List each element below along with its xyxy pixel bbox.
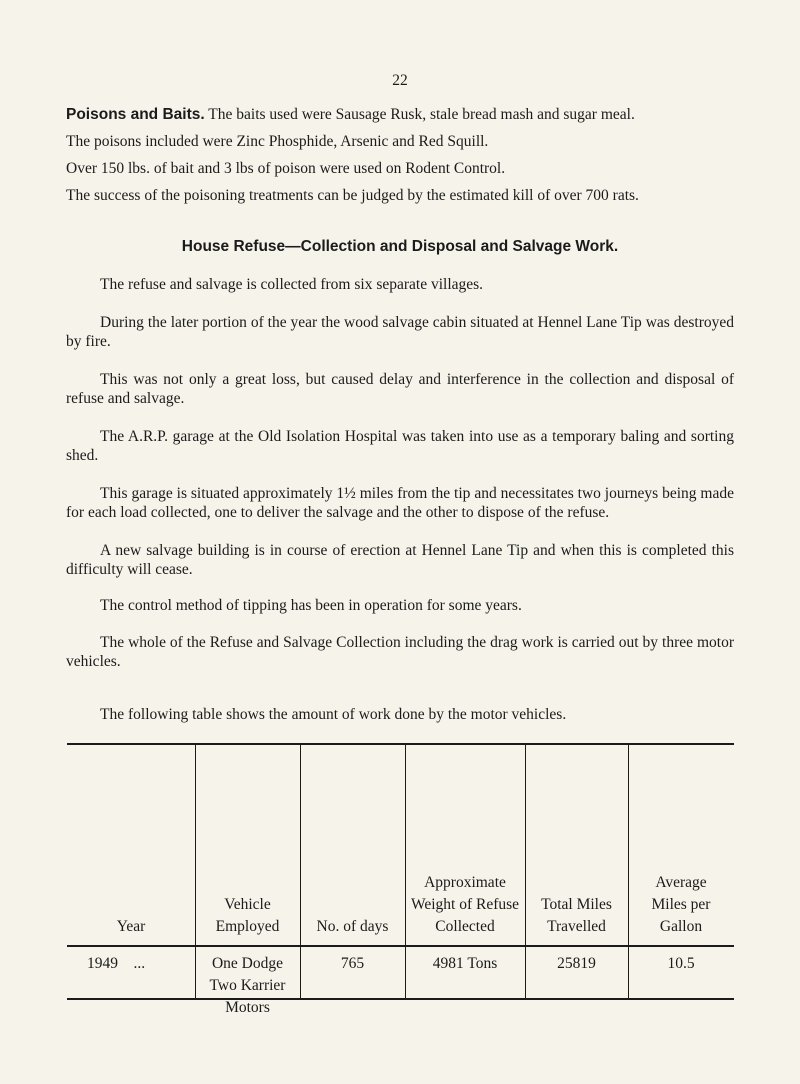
header-vehicle-line: Employed (215, 918, 280, 935)
section-heading: House Refuse—Collection and Disposal and Salvage Work. (181, 238, 619, 255)
cell-miles-line: 25819 (557, 955, 596, 972)
cell-year-line: 1949 ... (87, 955, 146, 972)
header-miles (525, 894, 628, 938)
column-days (300, 745, 405, 998)
poisons-line-1-text: The baits used were Sausage Rusk, stale bread mash and sugar meal. (208, 106, 635, 123)
cell-weight (405, 953, 525, 975)
paragraph-distance: This garage is situated approximately 1½ miles from the tip and necessitates two journeys being made for each load collected, one to deliver the salvage and the other to dispose of the refuse. (66, 485, 734, 521)
cell-vehicle-line: Motors (225, 999, 270, 1016)
header-miles-line: Total Miles (541, 896, 612, 913)
header-year-line: Year (116, 918, 146, 935)
column-miles (525, 745, 628, 998)
cell-days (300, 953, 405, 975)
header-miles-line: Travelled (547, 918, 606, 935)
header-vehicle-line: Vehicle (224, 896, 271, 913)
cell-weight-line: 4981 Tons (432, 955, 498, 972)
header-vehicle (195, 894, 300, 938)
header-days (300, 916, 405, 938)
work-table (67, 743, 734, 1016)
cell-vehicle (195, 953, 300, 1019)
column-vehicle (195, 745, 300, 1016)
paragraph-fire: During the later portion of the year the wood salvage cabin situated at Hennel Lane Tip was destroyed by fire. (66, 314, 734, 350)
table-intro: The following table shows the amount of work done by the motor vehicles. (100, 706, 567, 723)
header-mpg-line: Miles per (651, 896, 711, 913)
paragraph-new-building: A new salvage building is in course of erection at Hennel Lane Tip and when this is completed this difficulty will cease. (66, 542, 734, 578)
header-mpg (628, 872, 734, 938)
cell-mpg-line: 10.5 (667, 955, 695, 972)
paragraph-garage: The A.R.P. garage at the Old Isolation Hospital was taken into use as a temporary baling and sorting shed. (66, 428, 734, 464)
paragraph-loss: This was not only a great loss, but caused delay and interference in the collection and disposal of refuse and salvage. (66, 371, 734, 407)
header-days-line: No. of days (316, 918, 389, 935)
header-weight-line: Approximate (424, 874, 506, 891)
poisons-lead: Poisons and Baits. (66, 106, 205, 123)
paragraph-vehicles: The whole of the Refuse and Salvage Collection including the drag work is carried out by three motor vehicles. (66, 634, 734, 670)
cell-vehicle-line: One Dodge (211, 955, 284, 972)
column-year (67, 745, 195, 998)
poisons-line-2: The poisons included were Zinc Phosphide, Arsenic and Red Squill. (66, 133, 489, 150)
cell-vehicle-line: Two Karrier (209, 977, 286, 994)
paragraph-tipping: The control method of tipping has been in operation for some years. (100, 597, 522, 614)
poisons-line-4: The success of the poisoning treatments can be judged by the estimated kill of over 700 rats. (66, 187, 639, 204)
cell-mpg (628, 953, 734, 975)
header-weight (405, 872, 525, 938)
poisons-line-1 (66, 106, 734, 125)
column-weight (405, 745, 525, 998)
header-weight-line: Collected (435, 918, 495, 935)
poisons-line-3: Over 150 lbs. of bait and 3 lbs of poison were used on Rodent Control. (66, 160, 506, 177)
column-mpg (628, 745, 734, 998)
header-mpg-line: Average (655, 874, 707, 891)
paragraph-villages: The refuse and salvage is collected from six separate villages. (100, 276, 484, 293)
cell-year (67, 953, 195, 975)
header-mpg-line: Gallon (659, 918, 703, 935)
header-year (67, 916, 195, 938)
page-number: 22 (392, 72, 408, 89)
cell-miles (525, 953, 628, 975)
header-weight-line: Weight of Refuse (410, 896, 520, 913)
cell-days-line: 765 (340, 955, 365, 972)
